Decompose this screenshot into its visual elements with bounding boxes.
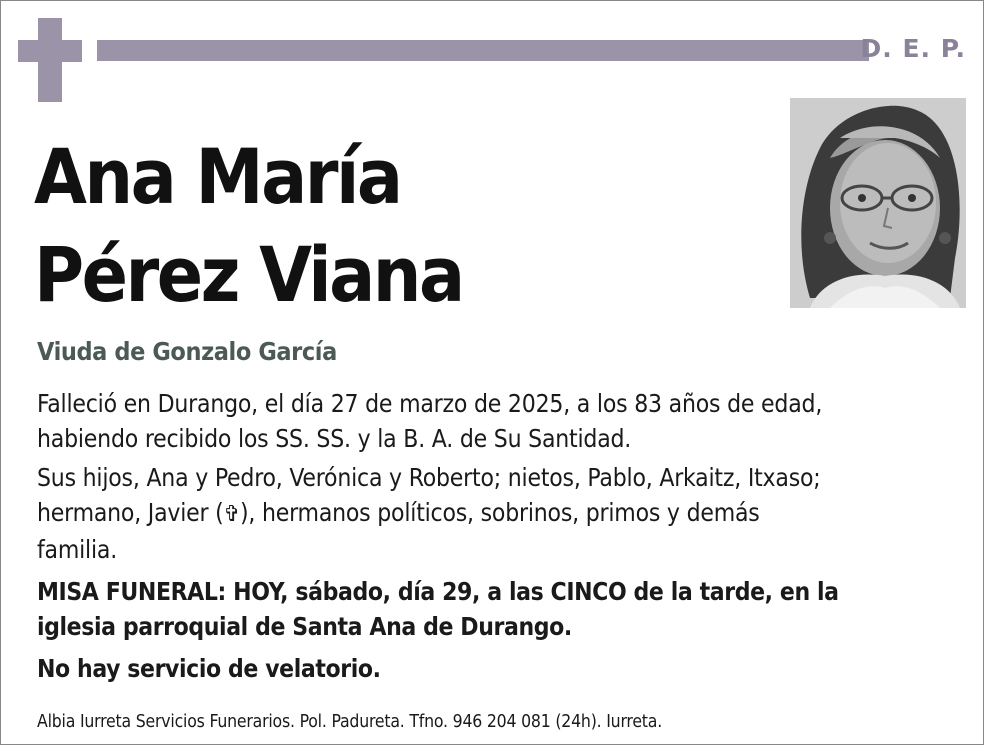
mass-paragraph <box>37 574 839 644</box>
deceased-name <box>34 128 463 324</box>
mass-line-2: iglesia parroquial de Santa Ana de Durango. <box>37 612 572 641</box>
death-line-2: habiendo recibido los SS. SS. y la B. A. de Su Santidad. <box>37 424 632 453</box>
funeral-home-footer: Albia Iurreta Servicios Funerarios. Pol. Padureta. Tfno. 946 204 081 (24h). Iurreta. <box>37 712 663 732</box>
small-cross-icon: ✞ <box>223 502 240 527</box>
header-bar <box>97 40 869 61</box>
name-line-2: Pérez Viana <box>34 230 463 319</box>
portrait-image <box>790 98 966 308</box>
no-wake-notice: No hay servicio de velatorio. <box>37 654 381 683</box>
family-line-2b: ), hermanos políticos, sobrinos, primos y demás <box>239 498 760 527</box>
name-line-1: Ana María <box>34 132 401 221</box>
family-line-2a: hermano, Javier ( <box>37 498 224 527</box>
family-paragraph <box>37 460 821 567</box>
family-line-1: Sus hijos, Ana y Pedro, Verónica y Roberto; nietos, Pablo, Arkaitz, Itxaso; <box>37 463 821 492</box>
mass-line-1: MISA FUNERAL: HOY, sábado, día 29, a las CINCO de la tarde, en la <box>37 577 839 606</box>
family-line-2 <box>37 495 821 532</box>
widow-of: Viuda de Gonzalo García <box>37 337 337 366</box>
dep-label: D. E. P. <box>860 34 966 63</box>
cross-horizontal <box>18 40 82 62</box>
portrait-photo <box>790 98 966 308</box>
death-paragraph <box>37 386 822 456</box>
family-line-3: familia. <box>37 535 118 564</box>
death-line-1: Falleció en Durango, el día 27 de marzo de 2025, a los 83 años de edad, <box>37 389 823 418</box>
